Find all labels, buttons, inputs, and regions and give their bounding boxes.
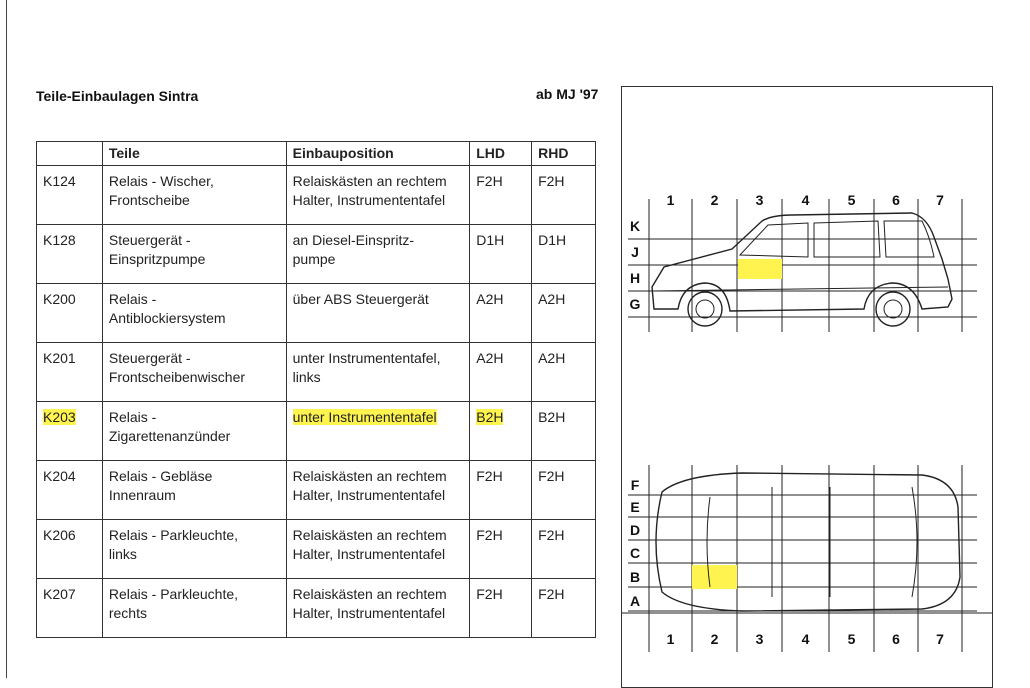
top-column-label-3: 3 — [755, 631, 764, 647]
lhd-grid-cell — [470, 461, 532, 520]
lhd-grid: F2H — [476, 173, 503, 189]
install-position-cell — [286, 461, 470, 520]
column-header-einbauposition: Einbauposition — [286, 142, 470, 166]
top-row-label-A: A — [629, 593, 641, 609]
side-row-label-K: K — [629, 218, 641, 234]
table-header-row — [37, 142, 596, 166]
side-column-label-2: 2 — [710, 192, 719, 208]
rhd-grid: A2H — [538, 291, 566, 307]
rhd-grid: F2H — [538, 586, 565, 602]
part-name-cell — [102, 343, 286, 402]
top-row-label-C: C — [629, 545, 641, 561]
rhd-grid: F2H — [538, 468, 565, 484]
rhd-grid-cell — [532, 225, 596, 284]
rear-wheel — [876, 292, 910, 326]
side-column-label-6: 6 — [892, 192, 900, 208]
side-column-label-7: 7 — [936, 192, 944, 208]
install-position: über ABS Steuergerät — [292, 291, 429, 307]
install-position: Relaiskästen an rechtem Halter, Instrumententafel — [292, 527, 447, 562]
part-code-cell — [37, 579, 103, 638]
van-roof-lines — [707, 487, 917, 597]
rhd-grid: F2H — [538, 173, 565, 189]
install-position-cell — [286, 343, 470, 402]
rhd-grid-cell — [532, 520, 596, 579]
top-row-label-B: B — [629, 569, 641, 585]
lhd-grid: A2H — [476, 291, 504, 307]
part-code-cell — [37, 461, 103, 520]
part-name: Relais - Antiblockiersystem — [108, 291, 226, 326]
rhd-grid: D1H — [538, 232, 567, 248]
column-header-lhd: LHD — [470, 142, 532, 166]
top-column-label-7: 7 — [936, 631, 944, 647]
part-code: K128 — [43, 232, 76, 248]
install-position-cell — [286, 520, 470, 579]
table-row — [37, 343, 596, 402]
lhd-grid-cell — [470, 402, 532, 461]
install-position: an Diesel-Einspritz- pumpe — [292, 232, 414, 267]
side-column-label-3: 3 — [755, 192, 764, 208]
lhd-grid: F2H — [476, 468, 503, 484]
rhd-grid-cell — [532, 579, 596, 638]
install-position-cell — [286, 579, 470, 638]
column-header-teile: Teile — [102, 142, 286, 166]
install-position-cell — [286, 225, 470, 284]
part-code: K200 — [43, 291, 76, 307]
column-header-rhd: RHD — [532, 142, 596, 166]
rhd-grid-cell — [532, 402, 596, 461]
install-position: Relaiskästen an rechtem Halter, Instrumententafel — [292, 468, 447, 503]
install-position: unter Instrumententafel — [292, 409, 437, 425]
install-position-cell — [286, 402, 470, 461]
lhd-grid: F2H — [476, 586, 503, 602]
part-name-cell — [102, 520, 286, 579]
side-row-label-H: H — [629, 270, 641, 286]
model-year-label: ab MJ '97 — [536, 86, 599, 102]
part-name-cell — [102, 402, 286, 461]
lhd-grid: B2H — [476, 409, 504, 425]
table-row — [37, 225, 596, 284]
lhd-grid-cell — [470, 225, 532, 284]
part-name: Steuergerät - Einspritzpumpe — [108, 232, 206, 267]
part-code: K124 — [43, 173, 76, 189]
top-column-label-5: 5 — [847, 631, 856, 647]
top-column-label-2: 2 — [710, 631, 719, 647]
page-title: Teile-Einbaulagen Sintra — [36, 88, 199, 104]
part-code: K207 — [43, 586, 76, 602]
part-name-cell — [102, 225, 286, 284]
part-name: Relais - Zigarettenanzünder — [108, 409, 231, 444]
table-row — [37, 579, 596, 638]
top-row-label-E: E — [630, 499, 640, 515]
rhd-grid-cell — [532, 166, 596, 225]
van-side-silhouette — [652, 213, 952, 311]
part-name-cell — [102, 461, 286, 520]
parts-table — [36, 141, 596, 638]
part-name: Relais - Gebläse Innenraum — [108, 468, 213, 503]
lhd-grid-cell — [470, 284, 532, 343]
table-row — [37, 402, 596, 461]
install-position-cell — [286, 166, 470, 225]
vehicle-diagram-svg — [622, 87, 992, 687]
side-column-label-5: 5 — [847, 192, 856, 208]
top-column-label-1: 1 — [666, 631, 675, 647]
part-name: Relais - Wischer, Frontscheibe — [108, 173, 214, 208]
top-highlight-cell — [692, 565, 737, 589]
side-row-label-J: J — [631, 244, 639, 260]
install-position: Relaiskästen an rechtem Halter, Instrumententafel — [292, 586, 447, 621]
part-name: Relais - Parkleuchte, links — [108, 527, 239, 562]
vehicle-location-diagram — [621, 86, 993, 688]
column-header-code — [37, 142, 103, 166]
rhd-grid: A2H — [538, 350, 566, 366]
rhd-grid-cell — [532, 461, 596, 520]
rhd-grid: B2H — [538, 409, 566, 425]
lhd-grid-cell — [470, 343, 532, 402]
lhd-grid-cell — [470, 166, 532, 225]
part-name-cell — [102, 166, 286, 225]
side-column-label-4: 4 — [801, 192, 810, 208]
side-highlight-cell — [738, 259, 782, 279]
side-column-label-1: 1 — [666, 192, 675, 208]
part-code: K204 — [43, 468, 76, 484]
lhd-grid: F2H — [476, 527, 503, 543]
install-position-cell — [286, 284, 470, 343]
part-code-cell — [37, 343, 103, 402]
rhd-grid-cell — [532, 284, 596, 343]
part-name: Relais - Parkleuchte, rechts — [108, 586, 239, 621]
rhd-grid-cell — [532, 343, 596, 402]
rhd-grid: F2H — [538, 527, 565, 543]
part-code-cell — [37, 166, 103, 225]
part-code: K203 — [43, 409, 76, 425]
page-left-rule — [6, 0, 7, 678]
table-row — [37, 166, 596, 225]
table-row — [37, 461, 596, 520]
front-wheel — [688, 292, 722, 326]
part-code: K206 — [43, 527, 76, 543]
part-name-cell — [102, 579, 286, 638]
table-row — [37, 520, 596, 579]
install-position: Relaiskästen an rechtem Halter, Instrumententafel — [292, 173, 447, 208]
rear-wheel-hub — [884, 300, 902, 318]
side-body-line — [652, 287, 948, 291]
lhd-grid-cell — [470, 579, 532, 638]
table-row — [37, 284, 596, 343]
lhd-grid: A2H — [476, 350, 504, 366]
van-top-silhouette — [656, 473, 960, 611]
part-code-cell — [37, 225, 103, 284]
lhd-grid: D1H — [476, 232, 505, 248]
part-code: K201 — [43, 350, 76, 366]
top-row-label-F: F — [630, 477, 640, 493]
top-column-label-6: 6 — [892, 631, 900, 647]
part-code-cell — [37, 520, 103, 579]
part-code-cell — [37, 284, 103, 343]
top-row-label-D: D — [629, 522, 641, 538]
lhd-grid-cell — [470, 520, 532, 579]
part-name-cell — [102, 284, 286, 343]
front-wheel-hub — [696, 300, 714, 318]
install-position: unter Instrumententafel, links — [292, 350, 441, 385]
part-code-cell — [37, 402, 103, 461]
top-column-label-4: 4 — [801, 631, 810, 647]
side-row-label-G: G — [629, 296, 641, 312]
part-name: Steuergerät - Frontscheibenwischer — [108, 350, 246, 385]
